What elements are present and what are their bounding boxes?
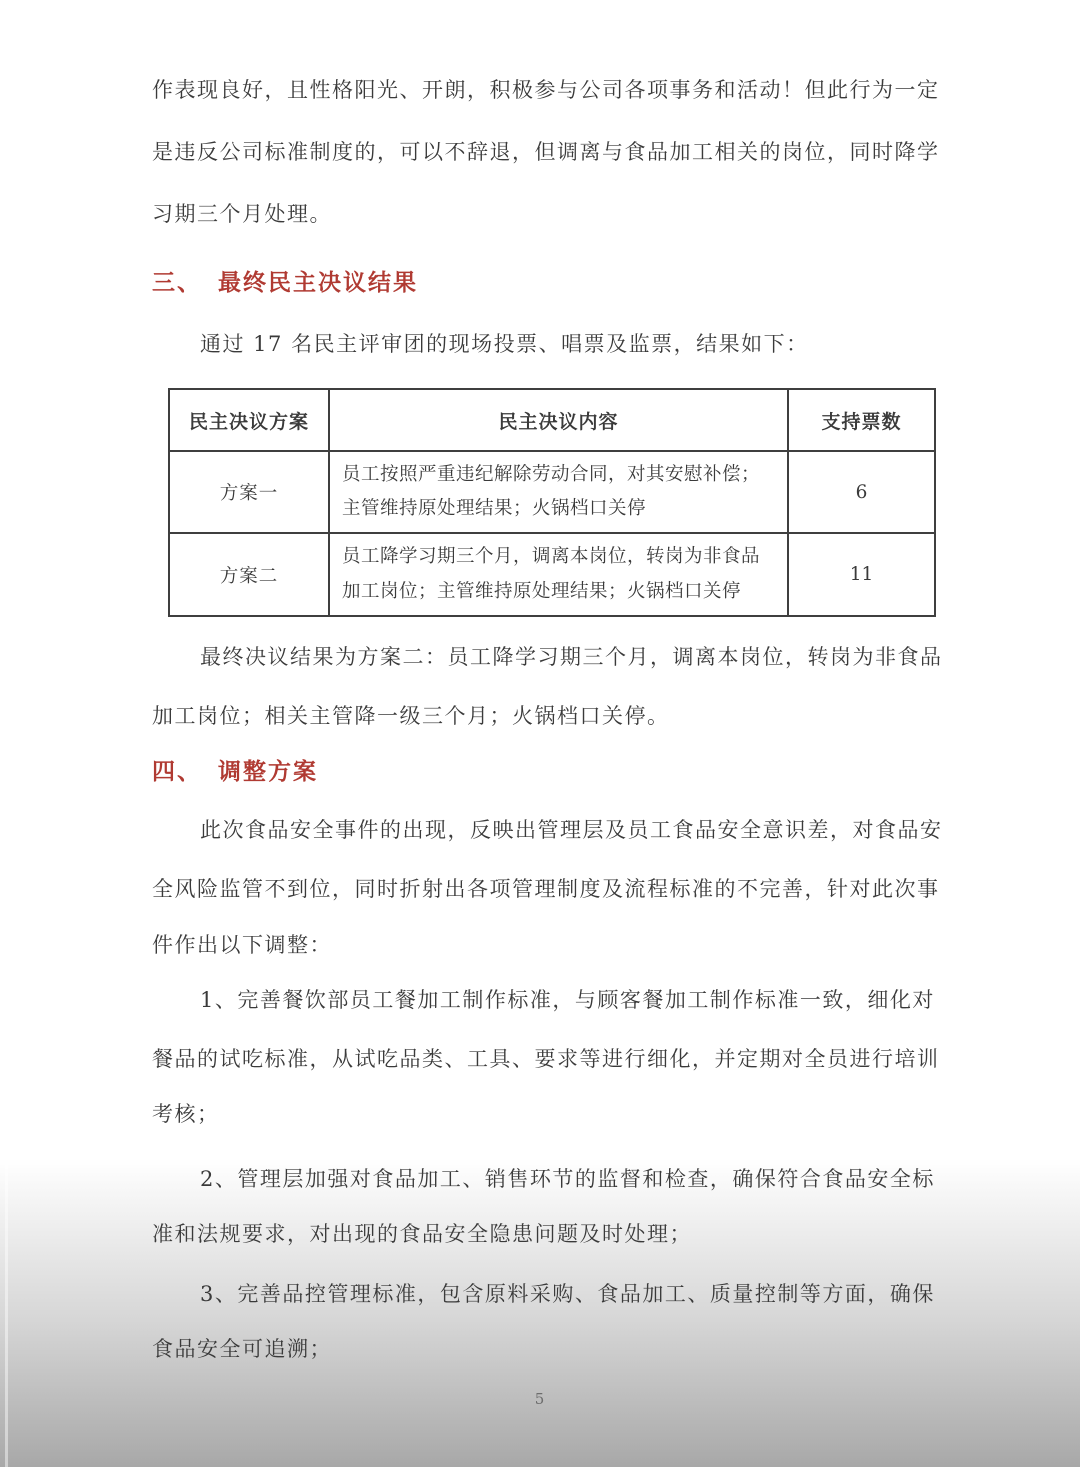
section3-heading-title: 最终民主决议结果 — [218, 269, 418, 296]
votes-cell: 11 — [788, 533, 935, 615]
paragraph-line: 习期三个月处理。 — [152, 202, 332, 226]
detail-cell: 员工按照严重违纪解除劳动合同，对其安慰补偿；主管维持原处理结果；火锅档口关停 — [329, 451, 788, 533]
result-paragraph-line: 加工岗位；相关主管降一级三个月；火锅档口关停。 — [152, 704, 670, 728]
votes-cell: 6 — [788, 451, 935, 533]
adjustment-item2-line: 2、管理层加强对食品加工、销售环节的监督和检查，确保符合食品安全标 — [200, 1167, 935, 1191]
result-paragraph-line: 最终决议结果为方案二：员工降学习期三个月，调离本岗位，转岗为非食品 — [200, 645, 943, 669]
section4-heading-number: 四、 — [152, 758, 202, 785]
header-votes: 支持票数 — [788, 389, 935, 451]
table-row — [169, 451, 935, 533]
section4-paragraph-line: 全风险监管不到位，同时折射出各项管理制度及流程标准的不完善，针对此次事 — [152, 877, 940, 901]
section4-heading — [152, 753, 318, 786]
page-number: 5 — [534, 1390, 546, 1408]
header-content: 民主决议内容 — [329, 389, 788, 451]
adjustment-item1-line: 餐品的试吃标准，从试吃品类、工具、要求等进行细化，并定期对全员进行培训 — [152, 1047, 940, 1071]
section3-heading — [152, 264, 418, 297]
adjustment-item2-line: 准和法规要求，对出现的食品安全隐患问题及时处理； — [152, 1222, 692, 1246]
table-row — [169, 533, 935, 615]
section4-paragraph-line: 件作出以下调整： — [152, 933, 332, 957]
adjustment-item1-line: 考核； — [152, 1102, 220, 1126]
detail-cell: 员工降学习期三个月，调离本岗位，转岗为非食品加工岗位；主管维持原处理结果；火锅档口关停 — [329, 533, 788, 615]
section3-heading-number: 三、 — [152, 269, 202, 296]
adjustment-item3-line: 食品安全可追溯； — [152, 1337, 332, 1361]
paragraph-line: 作表现良好，且性格阳光、开朗，积极参与公司各项事务和活动！但此行为一定 — [152, 78, 940, 102]
paragraph-line: 是违反公司标准制度的，可以不辞退，但调离与食品加工相关的岗位，同时降学 — [152, 140, 940, 164]
plan-cell: 方案一 — [169, 451, 329, 533]
table-header-row — [169, 389, 935, 451]
section4-heading-title: 调整方案 — [218, 758, 318, 785]
section4-paragraph-line: 此次食品安全事件的出现，反映出管理层及员工食品安全意识差，对食品安 — [200, 818, 943, 842]
adjustment-item3-line: 3、完善品控管理标准，包含原料采购、食品加工、质量控制等方面，确保 — [200, 1282, 935, 1306]
vote-result-table — [168, 388, 936, 617]
section3-lead-line: 通过 17 名民主评审团的现场投票、唱票及监票，结果如下： — [200, 332, 809, 356]
page-edge-highlight — [5, 1165, 8, 1467]
adjustment-item1-line: 1、完善餐饮部员工餐加工制作标准，与顾客餐加工制作标准一致，细化对 — [200, 988, 935, 1012]
header-plan: 民主决议方案 — [169, 389, 329, 451]
plan-cell: 方案二 — [169, 533, 329, 615]
